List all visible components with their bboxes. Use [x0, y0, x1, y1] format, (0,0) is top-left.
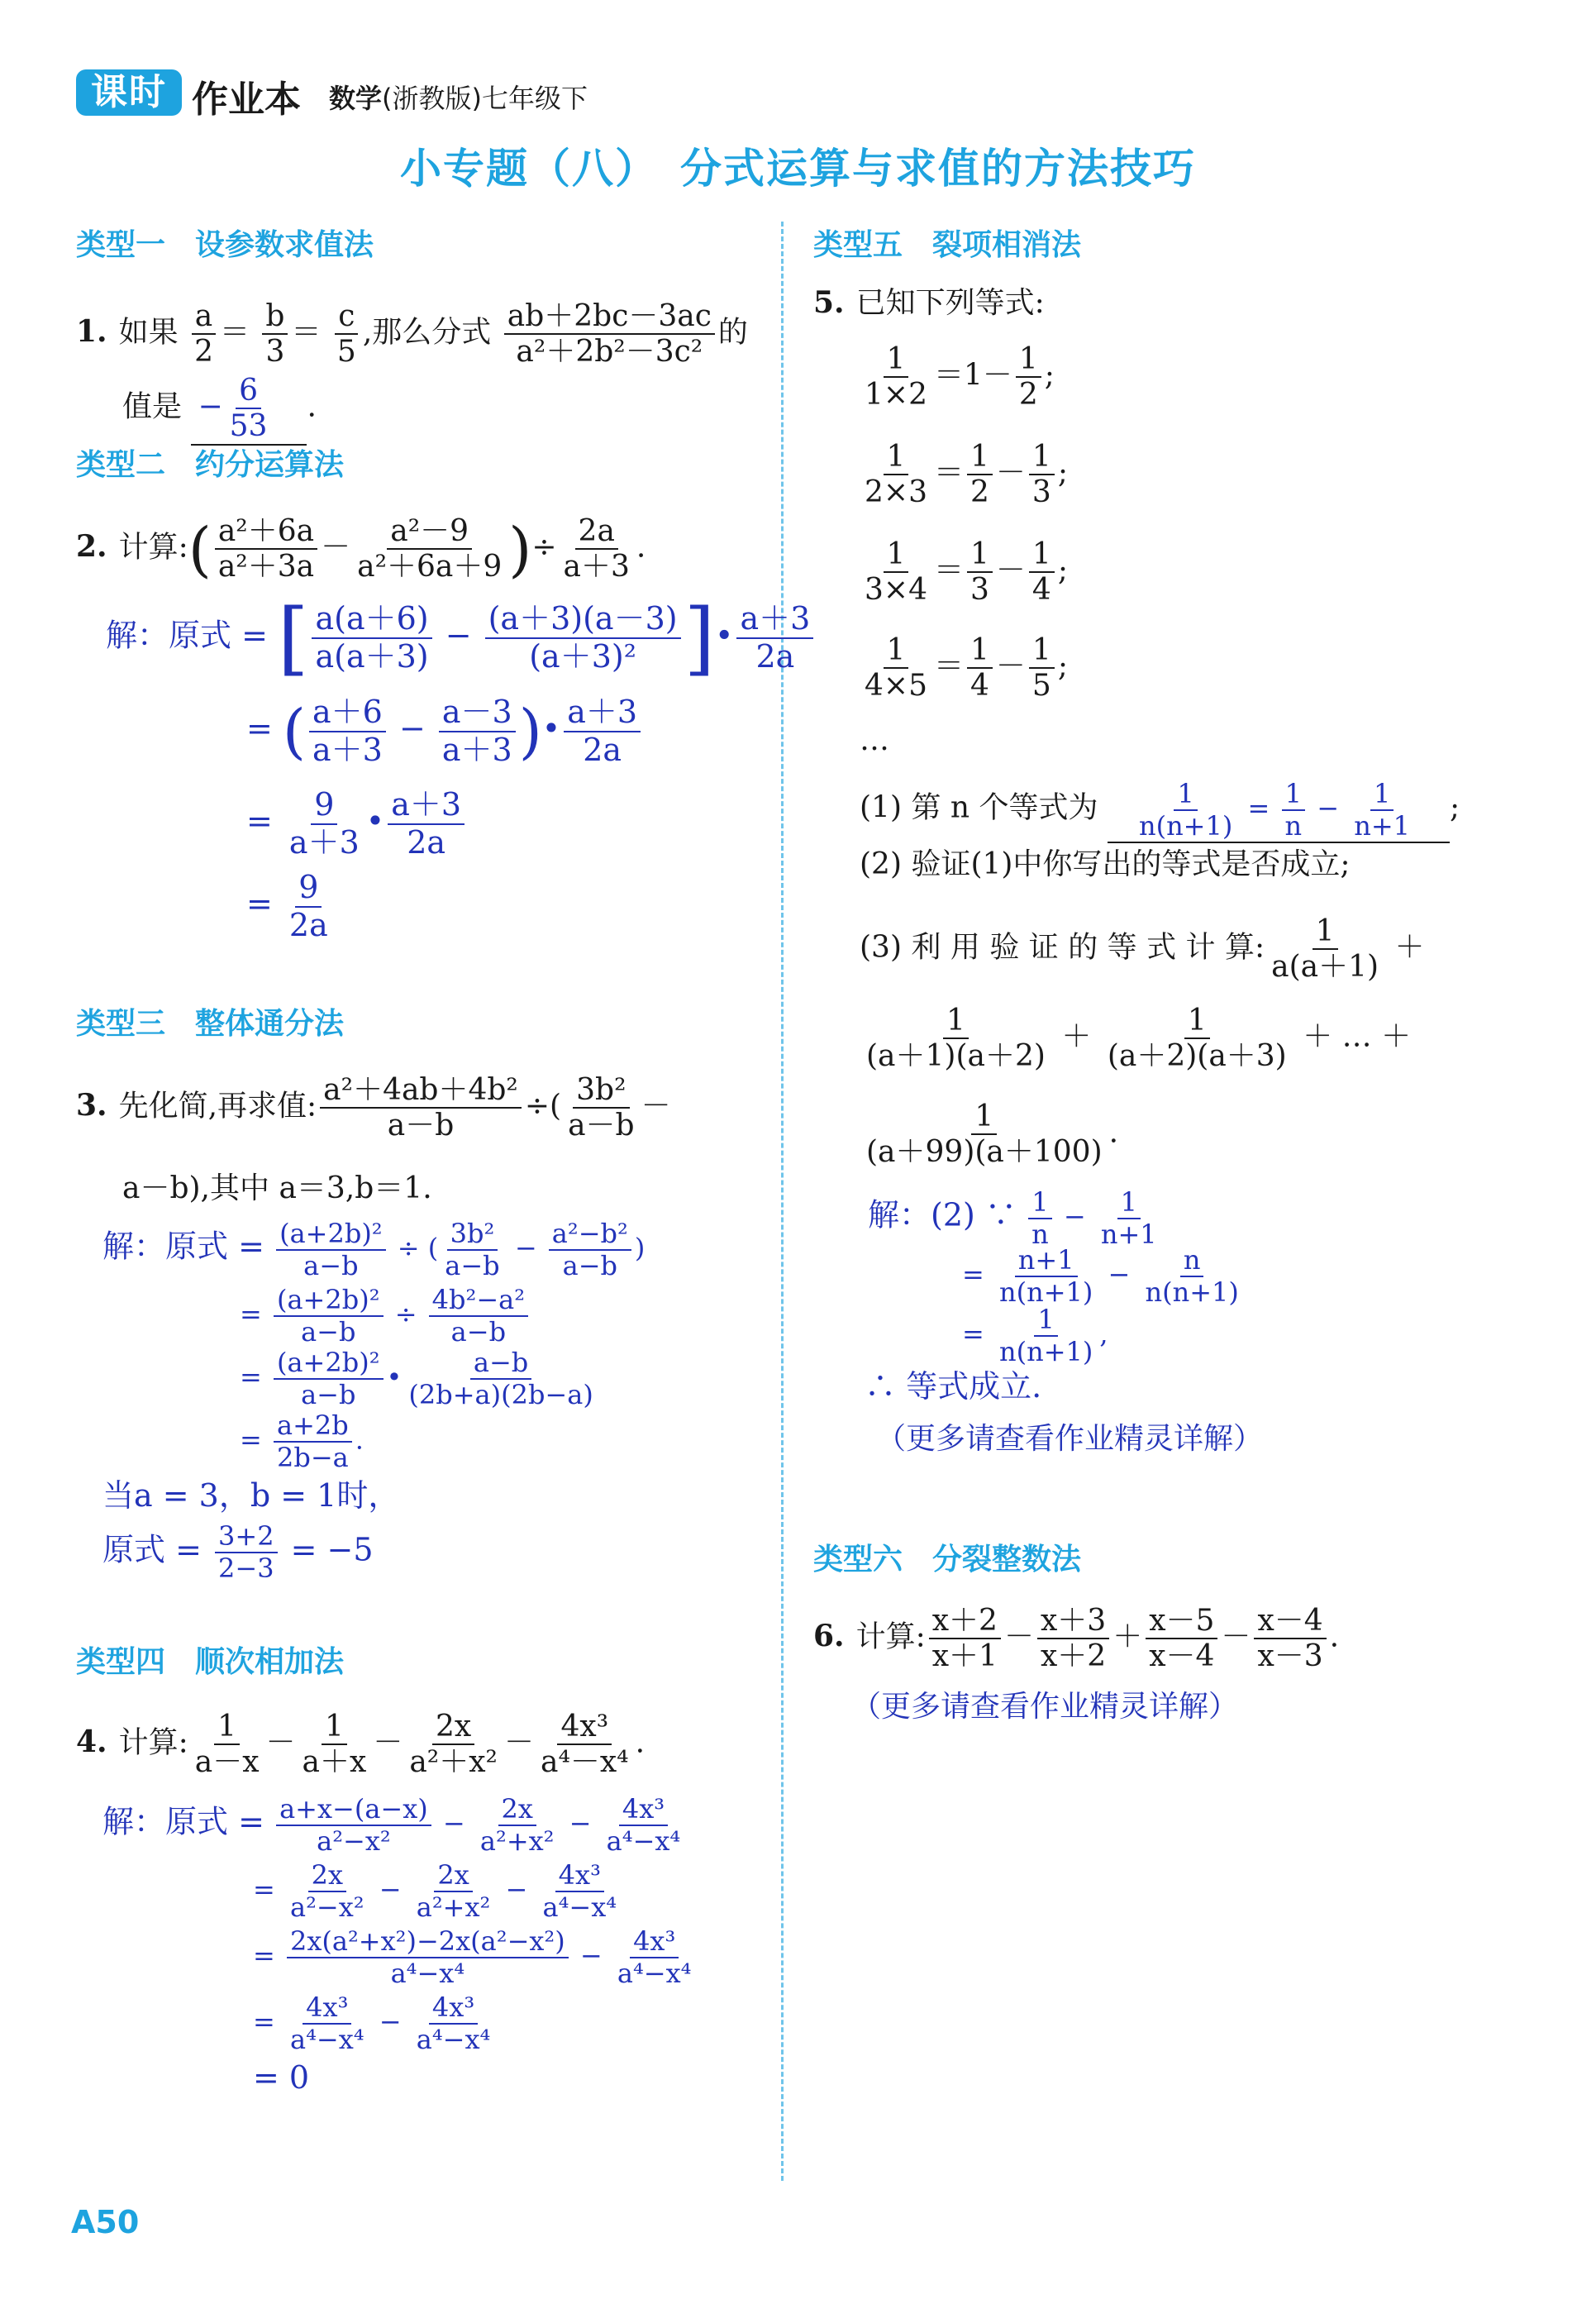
solution-3-step-1: 解：原式 = $\frac{\text{(a+2b)²}}{a-b}$ ÷ ( $\frac{\text{3b²}}{a-b}$ − $\frac{\text{a²−b²}}{a-b}$ ) [102, 1218, 646, 1281]
section-heading-3: 类型三 整体通分法 [76, 1007, 345, 1041]
section-heading-1: 类型一 设参数求值法 [76, 228, 374, 262]
solution-4-step-4: = $\frac{\text{4x³}}{\text{a⁴−x⁴}}$ − $\frac{\text{4x³}}{\text{a⁴−x⁴}}$ [253, 1992, 491, 2055]
question-4: 4. 计算: $\frac{1}{a-x}$ － $\frac{1}{a+x}$ － $\frac{2x}{\text{a²＋x²}}$ － $\frac{\text{4x³}}{\text{a⁴－x⁴}}$ . [76, 1710, 646, 1780]
book-name: 作业本 [192, 79, 301, 121]
solution-4-step-3: = $\frac{\text{2x(a²+x²)−2x(a²−x²)}}{\text{a⁴−x⁴}}$ − $\frac{\text{4x³}}{\text{a⁴−x⁴}}$ [253, 1925, 692, 1989]
question-5-part-3-line-3: $\frac{1}{(a+99)(a+100)}$ . [866, 1100, 1119, 1170]
section-heading-4: 类型四 顺次相加法 [76, 1645, 345, 1679]
solution-3-step-3: = $\frac{\text{(a+2b)²}}{a-b}$ • $\frac{a-b}{(2b+a)(2b-a)}$ [240, 1347, 593, 1410]
question-6: 6. 计算: $\frac{x+2}{x+1}$ － $\frac{x+3}{x+2}$ ＋ $\frac{x-5}{x-4}$ － $\frac{x-4}{x-3}$ . [813, 1604, 1340, 1674]
solution-4-step-2: = $\frac{2x}{\text{a²−x²}}$ − $\frac{2x}{\text{a²+x²}}$ − $\frac{\text{4x³}}{\text{a⁴−x⁴}}$ [253, 1859, 617, 1923]
page-title: 小专题（八） 分式运算与求值的方法技巧 [400, 145, 1196, 193]
solution-2-step-4: = $\frac{9}{2a}$ [246, 869, 328, 943]
solution-4-result: = 0 [253, 2059, 310, 2096]
solution-2-step-3: = $\frac{9}{a+3}$ • $\frac{a+3}{2a}$ [246, 787, 468, 861]
answer-5-1: $\frac{1}{n(n+1)}$ = $\frac{1}{n}$ − $\frac{1}{n+1}$ [1108, 779, 1450, 843]
solution-5-conclusion: ∴ 等式成立. [865, 1368, 1042, 1405]
question-5-intro: 5. 已知下列等式: [813, 285, 1045, 320]
solution-5-step-3: = $\frac{1}{n(n+1)}$ , [962, 1304, 1108, 1367]
brand-logo: 课时 [76, 69, 182, 116]
question-1: 1. 如果 $\frac{a}{2}$ ＝ $\frac{b}{3}$ ＝ $\frac{c}{5}$ ,那么分式 $\frac{ab+2bc-3ac}{\text{a²＋2b²－3c²}}$ 的 [76, 299, 748, 370]
identity-2: $\frac{1}{2\times 3}$ ＝ $\frac{1}{2}$ － $\frac{1}{3}$ ; [865, 440, 1068, 510]
solution-5-step-2: = $\frac{n+1}{n(n+1)}$ − $\frac{n}{n(n+1)}$ [962, 1244, 1239, 1308]
question-3-line-2: a－b),其中 a＝3,b＝1. [122, 1171, 432, 1205]
section-heading-2: 类型二 约分运算法 [76, 448, 345, 482]
page-number: A50 [71, 2204, 140, 2240]
solution-3-step-2: = $\frac{\text{(a+2b)²}}{a-b}$ ÷ $\frac{\text{4b²−a²}}{a-b}$ [240, 1285, 531, 1348]
question-1-answer-line: 值是 − $\frac{6}{53}$ . [122, 374, 317, 446]
question-5-part-3: (3) 利 用 验 证 的 等 式 计 算: $\frac{1}{a(a+1)}$ ＋ [860, 914, 1425, 985]
solution-3-condition: 当a = 3，b = 1时， [102, 1477, 400, 1514]
solution-3-step-4: = $\frac{a+2b}{2b-a}$ . [240, 1410, 364, 1473]
solution-2-step-1: 解：原式 = [ $\frac{a(a+6)}{a(a+3)}$ − $\frac{(a+3)(a-3)}{\text{(a＋3)²}}$ ]• $\frac{a+3}{2a}$ [106, 599, 817, 678]
question-2: 2. 计算:( $\frac{\text{a²＋6a}}{\text{a²＋3a}}$ － $\frac{\text{a²－9}}{\text{a²＋6a＋9}}$ )÷ $\frac{2a}{a+3}$ . [76, 514, 646, 584]
column-divider [781, 222, 784, 2181]
solution-4-step-1: 解：原式 = $\frac{a+x-(a-x)}{\text{a²−x²}}$ − $\frac{2x}{\text{a²+x²}}$ − $\frac{\text{4x³}}{\text{a⁴−x⁴}}$ [102, 1793, 681, 1857]
identity-4: $\frac{1}{4\times 5}$ ＝ $\frac{1}{4}$ － $\frac{1}{5}$ ; [865, 633, 1068, 704]
more-details-note-6[interactable]: （更多请查看作业精灵详解） [851, 1690, 1239, 1724]
question-5-part-2: (2) 验证(1)中你写出的等式是否成立; [860, 847, 1351, 881]
identity-3: $\frac{1}{3\times 4}$ ＝ $\frac{1}{3}$ － $\frac{1}{4}$ ; [865, 537, 1068, 608]
question-5-part-1: (1) 第 n 个等式为 $\frac{1}{n(n+1)}$ = $\frac{1}{n}$ − $\frac{1}{n+1}$ ; [860, 778, 1460, 842]
subject-label: 数学(浙教版)七年级下 [329, 83, 588, 114]
question-5-part-3-line-2: $\frac{1}{(a+1)(a+2)}$ ＋ $\frac{1}{(a+2)(a+3)}$ ＋ … ＋ [866, 1004, 1412, 1074]
answer-1: − $\frac{6}{53}$ [191, 374, 307, 446]
more-details-note-5[interactable]: （更多请查看作业精灵详解） [876, 1422, 1264, 1456]
solution-5-step-1: 解：(2) ∵ $\frac{1}{n}$ − $\frac{1}{n+1}$ [868, 1186, 1157, 1250]
ellipsis: … [860, 723, 889, 757]
question-3: 3. 先化简,再求值: $\frac{\text{a²＋4ab＋4b²}}{a-b}$ ÷( $\frac{\text{3b²}}{a-b}$ － [76, 1073, 671, 1143]
section-heading-5: 类型五 裂项相消法 [813, 228, 1082, 262]
section-heading-6: 类型六 分裂整数法 [813, 1543, 1082, 1577]
solution-3-result: 原式 = $\frac{3+2}{2-3}$ = −5 [102, 1520, 374, 1584]
identity-1: $\frac{1}{1\times 2}$ ＝1－ $\frac{1}{2}$ ; [865, 342, 1055, 413]
solution-2-step-2: = ( $\frac{a+6}{a+3}$ − $\frac{a-3}{a+3}$ )• $\frac{a+3}{2a}$ [246, 694, 644, 768]
